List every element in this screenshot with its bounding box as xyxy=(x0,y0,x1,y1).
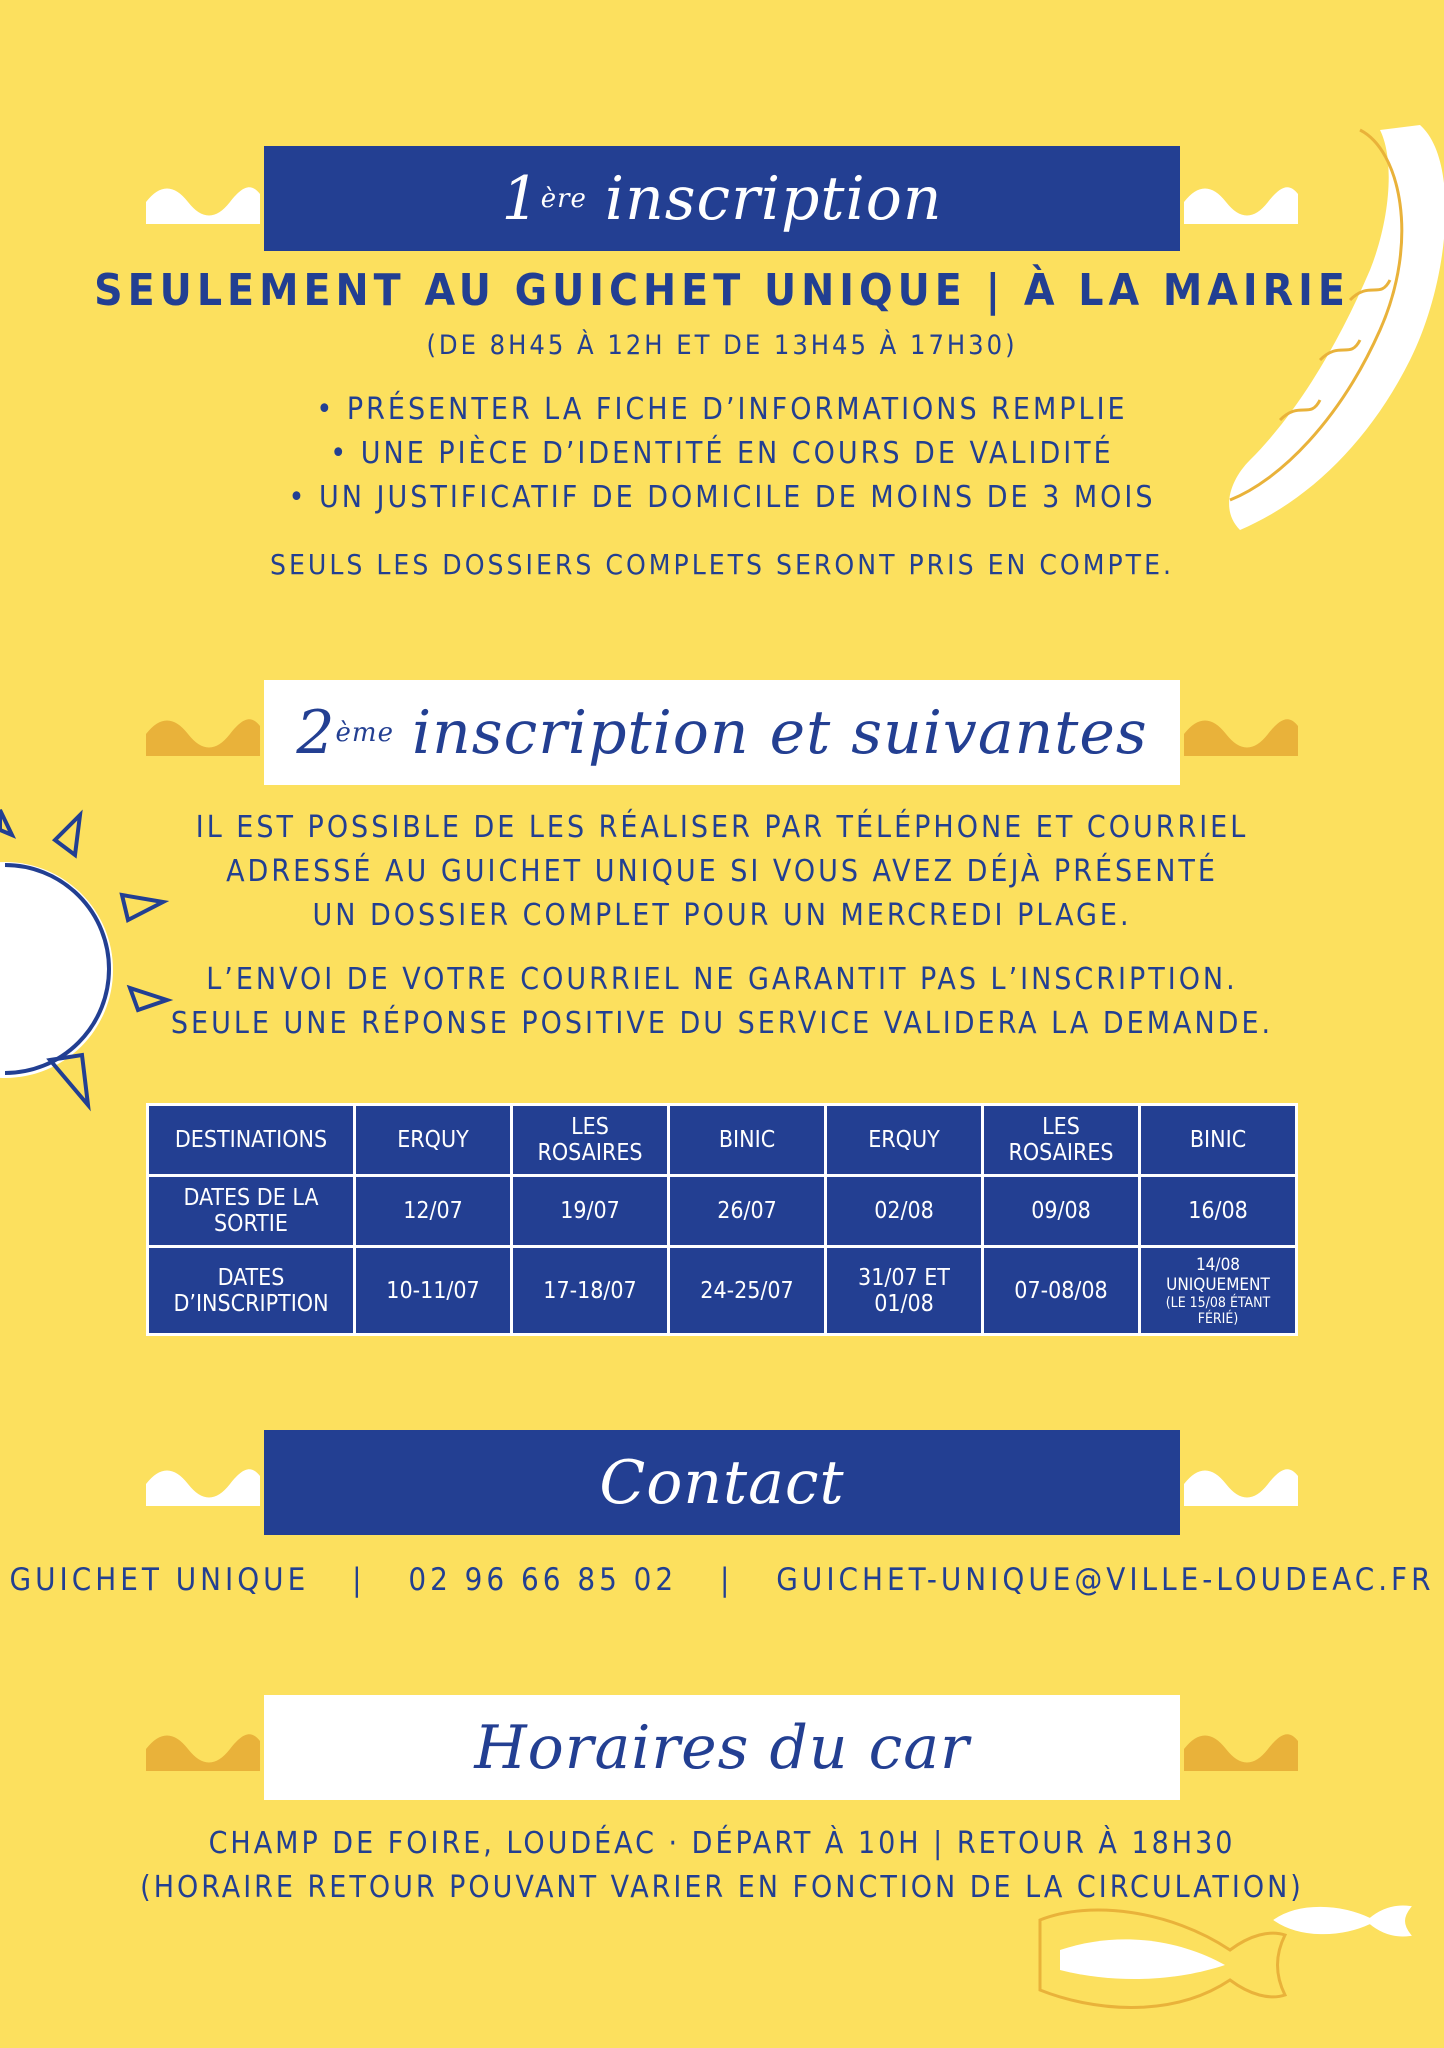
title-text: inscription et suivantes xyxy=(411,697,1148,768)
section1-hours: (DE 8H45 À 12H ET DE 13H45 À 17H30) xyxy=(426,330,1018,361)
table-cell: DATES DE LA SORTIE xyxy=(149,1177,353,1245)
section2-line: L’ENVOI DE VOTRE COURRIEL NE GARANTIT PAS L’INSCRIPTION. xyxy=(206,962,1238,997)
wave-decoration-right-3 xyxy=(1184,1462,1298,1506)
title-text: Contact xyxy=(599,1447,845,1518)
section2-line: IL EST POSSIBLE DE LES RÉALISER PAR TÉLÉPHONE ET COURRIEL xyxy=(195,810,1249,845)
cell-note-text: (LE 15/08 ÉTANT FÉRIÉ) xyxy=(1165,1294,1271,1327)
wave-decoration-left-3 xyxy=(146,1462,260,1506)
title-text: Horaires du car xyxy=(474,1712,970,1783)
table-header-cell: BINIC xyxy=(670,1106,824,1174)
section-title-first-inscription xyxy=(264,146,1180,251)
contact-name: GUICHET UNIQUE xyxy=(9,1562,310,1598)
section2-line: SEULE UNE RÉPONSE POSITIVE DU SERVICE VALIDERA LA DEMANDE. xyxy=(170,1006,1274,1041)
contact-email-link[interactable]: GUICHET-UNIQUE@VILLE-LOUDEAC.FR xyxy=(776,1562,1435,1598)
horaires-line1: CHAMP DE FOIRE, LOUDÉAC · DÉPART À 10H | RETOUR À 18H30 xyxy=(208,1826,1236,1861)
table-header-cell: ERQUY xyxy=(356,1106,510,1174)
table-cell: 31/07 ET 01/08 xyxy=(827,1248,981,1333)
wave-decoration-right-4 xyxy=(1184,1727,1298,1771)
section-title-contact xyxy=(264,1430,1180,1535)
wave-decoration-left-2 xyxy=(146,712,260,756)
table-row xyxy=(149,1177,1295,1245)
section2-line: UN DOSSIER COMPLET POUR UN MERCREDI PLAGE. xyxy=(312,898,1132,933)
section-title-second-inscription xyxy=(264,680,1180,785)
table-cell: 10-11/07 xyxy=(356,1248,510,1333)
table-cell-last xyxy=(1141,1248,1295,1333)
wave-decoration-left-4 xyxy=(146,1727,260,1771)
horaires-line2: (HORAIRE RETOUR POUVANT VARIER EN FONCTION DE LA CIRCULATION) xyxy=(140,1870,1304,1905)
bullet-item: • PRÉSENTER LA FICHE D’INFORMATIONS REMPLIE xyxy=(316,392,1128,427)
table-cell: DATES D’INSCRIPTION xyxy=(149,1248,353,1333)
wave-decoration-right-1 xyxy=(1184,180,1298,224)
table-cell: 12/07 xyxy=(356,1177,510,1245)
wave-decoration-right-2 xyxy=(1184,712,1298,756)
table-cell: 07-08/08 xyxy=(984,1248,1138,1333)
table-cell: 19/07 xyxy=(513,1177,667,1245)
separator: | xyxy=(352,1562,366,1598)
table-header-cell: DESTINATIONS xyxy=(149,1106,353,1174)
contact-phone[interactable]: 02 96 66 85 02 xyxy=(408,1562,678,1598)
table-cell: 17-18/07 xyxy=(513,1248,667,1333)
section1-note: SEULS LES DOSSIERS COMPLETS SERONT PRIS EN COMPTE. xyxy=(270,548,1174,581)
separator: | xyxy=(720,1562,734,1598)
title-number: 2 xyxy=(296,697,336,768)
schedule-table xyxy=(146,1103,1298,1336)
table-header-cell: ERQUY xyxy=(827,1106,981,1174)
section1-heading: SEULEMENT AU GUICHET UNIQUE | À LA MAIRIE xyxy=(94,265,1350,316)
title-superscript: ème xyxy=(335,717,394,748)
title-number: 1 xyxy=(501,163,541,234)
section2-line: ADRESSÉ AU GUICHET UNIQUE SI VOUS AVEZ DÉJÀ PRÉSENTÉ xyxy=(226,854,1218,889)
table-cell: 02/08 xyxy=(827,1177,981,1245)
table-cell: 26/07 xyxy=(670,1177,824,1245)
wave-decoration-left-1 xyxy=(146,180,260,224)
table-header-cell: LES ROSAIRES xyxy=(513,1106,667,1174)
table-header-cell: LES ROSAIRES xyxy=(984,1106,1138,1174)
table-cell: 09/08 xyxy=(984,1177,1138,1245)
bullet-item: • UN JUSTIFICATIF DE DOMICILE DE MOINS DE 3 MOIS xyxy=(288,480,1156,515)
title-text: inscription xyxy=(604,163,943,234)
bullet-item: • UNE PIÈCE D’IDENTITÉ EN COURS DE VALIDITÉ xyxy=(330,436,1114,471)
contact-line xyxy=(0,1562,1444,1598)
table-row xyxy=(149,1106,1295,1174)
table-header-cell: BINIC xyxy=(1141,1106,1295,1174)
table-cell: 24-25/07 xyxy=(670,1248,824,1333)
title-superscript: ère xyxy=(540,183,587,214)
section-title-horaires xyxy=(264,1695,1180,1800)
cell-main-text: 14/08 UNIQUEMENT xyxy=(1166,1254,1270,1295)
table-row xyxy=(149,1248,1295,1333)
table-cell: 16/08 xyxy=(1141,1177,1295,1245)
